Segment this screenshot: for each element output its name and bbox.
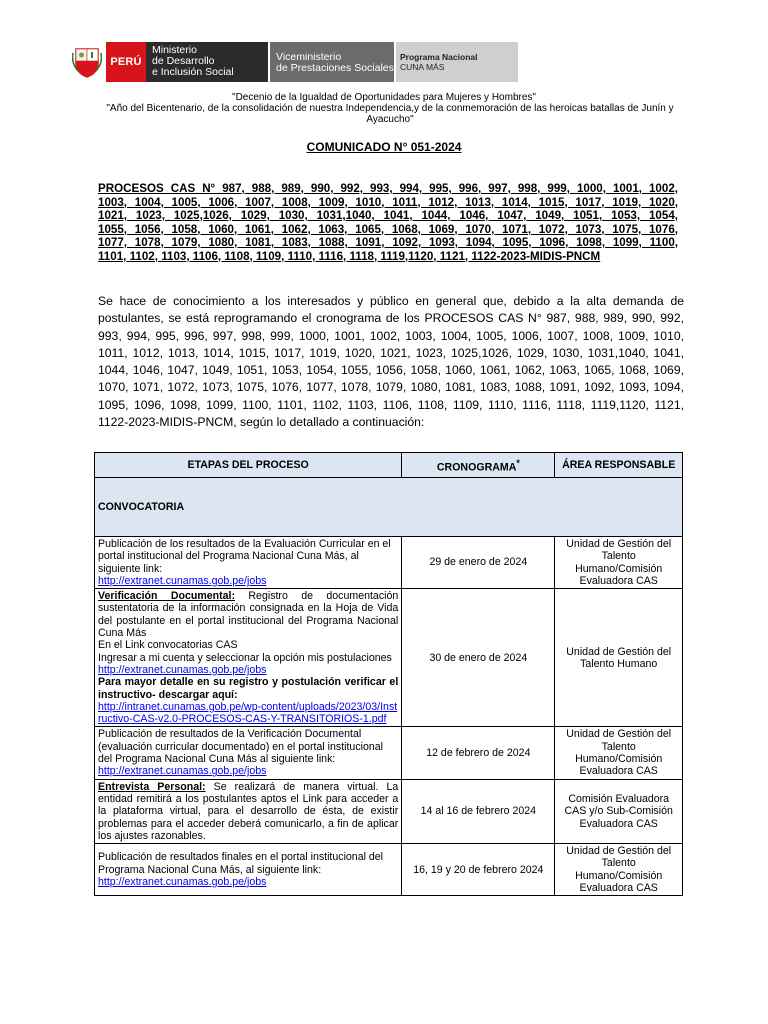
table-row — [95, 537, 683, 589]
year-slogan: "Año del Bicentenario, de la consolidación de nuestra Independencia,y de la conmemoración de las heroicas batallas de Junín y Ayacucho" — [106, 103, 674, 125]
table-row — [95, 844, 683, 896]
instructive-link[interactable]: http://intranet.cunamas.gob.pe/wp-content/uploads/2023/03/Instructivo-CAS-v2.0-PROCESOS-CAS-Y-TRANSITORIOS-1.pdf — [98, 700, 398, 726]
date-cell: 12 de febrero de 2024 — [402, 727, 555, 779]
stage-text: En el Link convocatorias CAS — [98, 639, 238, 652]
extranet-link[interactable]: http://extranet.cunamas.gob.pe/jobs — [98, 574, 267, 587]
area-cell: Unidad de Gestión del Talento Humano — [555, 589, 683, 727]
program-logo — [396, 42, 518, 82]
process-line: 1055, 1056, 1058, 1060, 1061, 1062, 1063, 1065, 1068, 1069, 1070, 1071, 1072, 1073, 1075, 1076, — [98, 222, 678, 236]
stage-text: Publicación de los resultados de la Evaluación Curricular en el portal institucional del Programa Nacional Cuna Más, al siguiente link: — [98, 538, 391, 575]
program-line: Programa Nacional — [400, 52, 478, 62]
process-line: 1021, 1023, 1025,1026, 1029, 1030, 1031,1040, 1041, 1044, 1046, 1047, 1049, 1051, 1053, 1054, — [98, 209, 678, 222]
date-cell: 16, 19 y 20 de febrero 2024 — [402, 844, 555, 896]
process-line: 1077, 1078, 1079, 1080, 1081, 1083, 1088, 1091, 1092, 1093, 1094, 1095, 1096, 1098, 1099, 1100, — [98, 236, 678, 249]
header-cronograma-label: CRONOGRAMA — [436, 461, 517, 474]
header-cronograma-mark: * — [516, 457, 520, 468]
area-cell: Unidad de Gestión del Talento Humano/Comisión Evaluadora CAS — [555, 537, 683, 589]
process-list-heading — [98, 182, 678, 263]
instructive-note: Para mayor detalle en su registro y postulación verificar el instructivo- descargar aquí: — [98, 676, 399, 701]
area-cell: Unidad de Gestión del Talento Humano/Comisión Evaluadora CAS — [555, 844, 683, 896]
ministry-line: Ministerio — [152, 44, 197, 56]
viceministry-logo — [270, 42, 394, 82]
date-cell: 14 al 16 de febrero 2024 — [402, 779, 555, 843]
ministry-logo — [146, 42, 268, 82]
stage-cell — [95, 537, 402, 589]
ministry-line: e Inclusión Social — [152, 66, 234, 78]
extranet-link[interactable]: http://extranet.cunamas.gob.pe/jobs — [98, 663, 267, 676]
stage-title: Entrevista Personal: — [98, 780, 206, 793]
header-etapas: ETAPAS DEL PROCESO — [95, 453, 402, 478]
stage-text: Ingresar a mi cuenta y seleccionar la opción mis postulaciones — [98, 651, 392, 664]
header-cronograma — [402, 453, 555, 478]
table-row — [95, 779, 683, 843]
header-logos — [68, 42, 518, 82]
table-row — [95, 727, 683, 779]
stage-cell — [95, 727, 402, 779]
peru-logo: PERÚ — [106, 42, 146, 82]
date-cell: 29 de enero de 2024 — [402, 537, 555, 589]
area-cell: Unidad de Gestión del Talento Humano/Comisión Evaluadora CAS — [555, 727, 683, 779]
viceministry-line: Viceministerio — [276, 51, 342, 63]
decenio-slogan: "Decenio de la Igualdad de Oportunidades para Mujeres y Hombres" — [232, 92, 536, 103]
date-cell: 30 de enero de 2024 — [402, 589, 555, 727]
stage-title: Verificación Documental: — [98, 590, 236, 603]
document-title: COMUNICADO N° 051-2024 — [306, 140, 462, 154]
stage-cell — [95, 589, 402, 727]
ministry-line: de Desarrollo — [152, 55, 215, 67]
stage-text: Publicación de resultados finales en el portal institucional del Programa Nacional Cuna Más, al siguiente link: — [98, 851, 384, 876]
schedule-table — [94, 452, 683, 896]
table-header-row — [95, 453, 683, 478]
process-line: 1003, 1004, 1005, 1006, 1007, 1008, 1009, 1010, 1011, 1012, 1013, 1014, 1015, 1017, 1019, 1020, — [98, 195, 678, 209]
stage-text: Se realizará de manera virtual. La entidad remitirá a los postulantes aptos el Link para acceder a la plataforma virtual, para el desarrollo de ésta, de existir problemas para el acceder deberá comunicarlo, a fin de aplicar los ajustes razonables. — [98, 780, 399, 842]
coat-of-arms-icon — [68, 42, 106, 82]
stage-cell — [95, 844, 402, 896]
extranet-link[interactable]: http://extranet.cunamas.gob.pe/jobs — [98, 765, 267, 778]
area-cell: Comisión Evaluadora CAS y/o Sub-Comisión Evaluadora CAS — [555, 779, 683, 843]
intro-paragraph: Se hace de conocimiento a los interesados y público en general que, debido a la alta demanda de postulantes, se está reprogramando el cronograma de los PROCESOS CAS N° 987, 988, 989, 990, 992, 993, 994, 995, 996, 997, 998, 999, 1000, 1001, 1002, 1003, 1004, 1005, 1006, 1007, 1008, 1009, 1010, 1011, 1012, 1013, 1014, 1015, 1017, 1019, 1020, 1021, 1023, 1025,1026, 1029, 1030, 1031,1040, 1041, 1044, 1046, 1047, 1049, 1051, 1053, 1054, 1055, 1056, 1058, 1060, 1061, 1062, 1063, 1065, 1068, 1069, 1070, 1071, 1072, 1073, 1075, 1076, 1077, 1078, 1079, 1080, 1081, 1083, 1088, 1091, 1092, 1093, 1094, 1095, 1096, 1098, 1099, 1100, 1101, 1102, 1103, 1106, 1108, 1109, 1110, 1116, 1118, 1119,1120, 1121, 1122-2023-MIDIS-PNCM, según lo detallado a continuación: — [98, 294, 684, 430]
section-row — [95, 478, 683, 537]
table-row — [95, 589, 683, 727]
stage-text: Registro de documentación sustentatoria de la información consignada en la Hoja de Vida del postulante en el portal institucional del Programa Nacional Cuna Más — [98, 590, 399, 640]
stage-cell — [95, 779, 402, 843]
extranet-link[interactable]: http://extranet.cunamas.gob.pe/jobs — [98, 875, 267, 888]
viceministry-line: de Prestaciones Sociales — [276, 62, 394, 74]
header-area: ÁREA RESPONSABLE — [555, 453, 683, 478]
process-line: PROCESOS CAS N° 987, 988, 989, 990, 992, 993, 994, 995, 996, 997, 998, 999, 1000, 1001, 1002, — [98, 182, 678, 195]
process-line: 1101, 1102, 1103, 1106, 1108, 1109, 1110, 1116, 1118, 1119,1120, 1121, 1122-2023-MIDIS-PNCM — [98, 249, 601, 263]
stage-text: Publicación de resultados de la Verificación Documental (evaluación curricular documentado) en el portal institucional del Programa Nacional Cuna Más al siguiente link: — [98, 728, 384, 766]
section-convocatoria: CONVOCATORIA — [95, 478, 683, 537]
program-line: CUNA MÁS — [400, 62, 445, 72]
